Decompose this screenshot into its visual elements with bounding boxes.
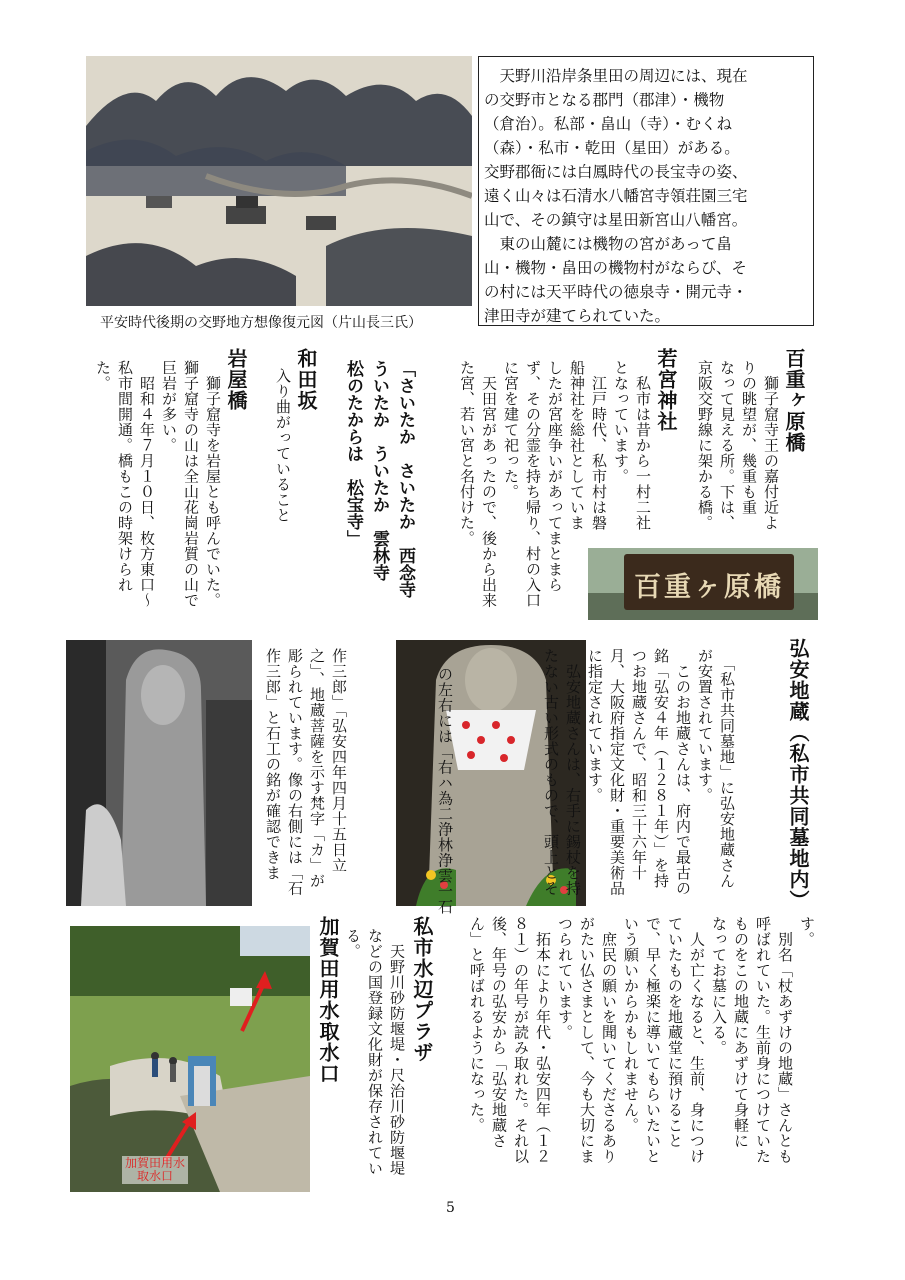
text-line: 昭和４年７月１０日、枚方東口～	[138, 360, 156, 608]
text-line: 弘安地蔵さんは、右手に錫杖を持	[564, 648, 582, 896]
text-line: つお地蔵さんで、昭和三十六年十	[630, 648, 648, 881]
text-line: 江戸時代、私市村は磐	[590, 360, 608, 531]
kagata-title: 加賀田用水取水口	[316, 916, 340, 1084]
wadazaka-body	[272, 368, 294, 568]
iwaya-body	[92, 360, 224, 630]
text-line: いう願いからかもしれません。	[622, 916, 640, 1133]
text-line: 京阪交野線に架かる橋。	[696, 360, 714, 531]
text-line: たない古い形式のもので、頭上とそ	[542, 648, 560, 896]
wakamiya-body	[456, 360, 654, 630]
text-line: したが宮座争いがあってまとまら	[546, 360, 564, 593]
text-line: 銘「弘安４年（１２８１年）」を持	[652, 648, 670, 889]
intro-line: 東の山麓には機物の宮があって畠	[484, 235, 732, 253]
text-line: 獅子窟寺王の嘉付近よ	[762, 360, 780, 531]
text-line: ん」と呼ばれるようになった。	[468, 916, 486, 1133]
intro-line: 山・機物・畠田の機物村がならび、そ	[484, 259, 747, 277]
text-line: 彫られています。像の右側には「石	[286, 648, 304, 896]
text-line: ものをこの地蔵にあずけて身軽に	[732, 916, 750, 1149]
text-line: 天田宮があったので、後から出来	[480, 360, 498, 608]
hyakuju-body	[694, 360, 782, 550]
kobo-body-part2	[466, 916, 818, 1196]
jizo-photo-bw	[66, 640, 252, 906]
text-line: た宮、若い宮と名付けた。	[458, 360, 476, 546]
text-line: 別名「杖あずけの地蔵」さんとも	[776, 916, 794, 1164]
text-line: 之」、地蔵菩薩を示す梵字「カ」が	[308, 648, 326, 889]
intro-box	[478, 56, 814, 326]
text-line: 獅子窟寺を岩屋とも呼んでいた。	[204, 360, 222, 608]
intro-line: 津田寺が建てられていた。	[484, 307, 671, 325]
text-line: 私市間開通。橋もこの時架けられ	[116, 360, 134, 593]
text-line: に宮を建て祀った。	[502, 360, 520, 500]
iwaya-title: 岩屋橋	[224, 348, 248, 411]
text-line: ていたものを地蔵堂に預けること	[666, 916, 684, 1149]
text-line: なって見える所。下は、	[718, 360, 736, 531]
wadazaka-title: 和田坂	[294, 348, 318, 411]
bridge-sign-text: 百重ヶ原橋	[634, 572, 784, 603]
text-line: がたい仏さまとして、今も大切にま	[578, 916, 596, 1164]
intro-line: 交野郡衙には白鳳時代の長宝寺の姿、	[484, 163, 748, 181]
text-line: となっています。	[612, 360, 630, 484]
text-line: りの眺望が、幾重も重	[740, 360, 758, 515]
text-line: 「私市共同墓地」に弘安地蔵さん	[718, 648, 736, 889]
text-line: 後、年号の弘安から「弘安地蔵さ	[490, 916, 508, 1149]
text-line: つられています。	[556, 916, 574, 1040]
page-number: 5	[446, 1200, 455, 1216]
text-line: ず、その分霊を持ち帰り、村の入口	[524, 360, 542, 608]
text-line: 私市は昔から一村二社	[634, 360, 652, 531]
text-line: 天野川砂防堰堤・尺治川砂防堰堤	[388, 928, 406, 1176]
kobo-title: 弘安地蔵（私市共同墓地内）	[786, 638, 810, 911]
intro-line: 天野川沿岸条里田の周辺には、現在	[484, 67, 748, 85]
hyakuju-title: 百重ヶ原橋	[782, 348, 806, 453]
text-line: 作三郎」「弘安四年四月十五日立	[330, 648, 348, 873]
text-line: 船神社を総社としていま	[568, 360, 586, 531]
kagata-photo	[70, 926, 310, 1192]
map-illustration	[86, 56, 472, 306]
intake-label-line1: 加賀田用水	[125, 1156, 186, 1170]
text-line: 拓本により年代・弘安四年（１２	[534, 916, 552, 1164]
intro-line: （倉治）。私部・畠山（寺）・むくね	[484, 115, 733, 133]
text-line: に指定されています。	[586, 648, 604, 803]
mizube-title: 私市水辺プラザ	[410, 916, 434, 1063]
text-line: ８１）の年号が読み取れた。それ以	[512, 916, 530, 1164]
text-line: た。	[94, 360, 112, 391]
wakamiya-title: 若宮神社	[654, 348, 678, 432]
text-line: などの国登録文化財が保存されてい	[366, 928, 384, 1176]
text-line: なってお墓に入る。	[710, 916, 728, 1056]
text-line: の左右には「右ハ為二浄林浄雲一石	[436, 666, 454, 915]
text-line: 月、大阪府指定文化財・重要美術品	[608, 648, 626, 896]
intro-line: 山で、その鎮守は星田新宮山八幡宮。	[484, 211, 748, 229]
text-line: る。	[344, 928, 362, 959]
intro-line: の村には天平時代の徳泉寺・開元寺・	[484, 283, 748, 301]
text-line: 人が亡くなると、生前、身につけ	[688, 916, 706, 1164]
intake-label-line2: 取水口	[137, 1169, 174, 1183]
text-line: す。	[798, 916, 816, 947]
text-line: 作三郎」と石工の銘が確認できま	[264, 648, 282, 881]
text-line: で、早く極楽に導いてもらいたいと	[644, 916, 662, 1164]
intro-line: 遠く山々は石清水八幡宮寺領荘園三宅	[484, 187, 748, 205]
intro-line: の交野市となる郡門（郡津）・機物	[484, 91, 725, 109]
map-caption: 平安時代後期の交野地方想像復元図（片山長三氏）	[100, 315, 422, 331]
text-line: 松のたからは 松宝寺」	[343, 360, 363, 547]
text-line: が安置されています。	[696, 648, 714, 803]
intro-line: （森）・私市・乾田（星田）がある。	[484, 139, 740, 157]
text-line: 庶民の願いを聞いてくださるあり	[600, 916, 618, 1164]
text-line: 「さいたか さいたか 西念寺	[395, 360, 415, 598]
kobo-body-part1	[262, 648, 738, 916]
song-verse	[340, 360, 418, 630]
text-line: 呼ばれていた。生前身につけていた	[754, 916, 772, 1164]
text-line: ういたか ういたか 雲林寺	[369, 360, 389, 581]
text-line: 巨岩が多い。	[160, 360, 178, 453]
intake-label	[122, 1156, 188, 1184]
text-line: 入り曲がっていること	[274, 368, 292, 523]
mizube-body	[342, 928, 408, 1198]
text-line: このお地蔵さんは、府内で最古の	[674, 648, 692, 896]
text-line: 獅子窟寺の山は全山花崗岩質の山で	[182, 360, 200, 608]
